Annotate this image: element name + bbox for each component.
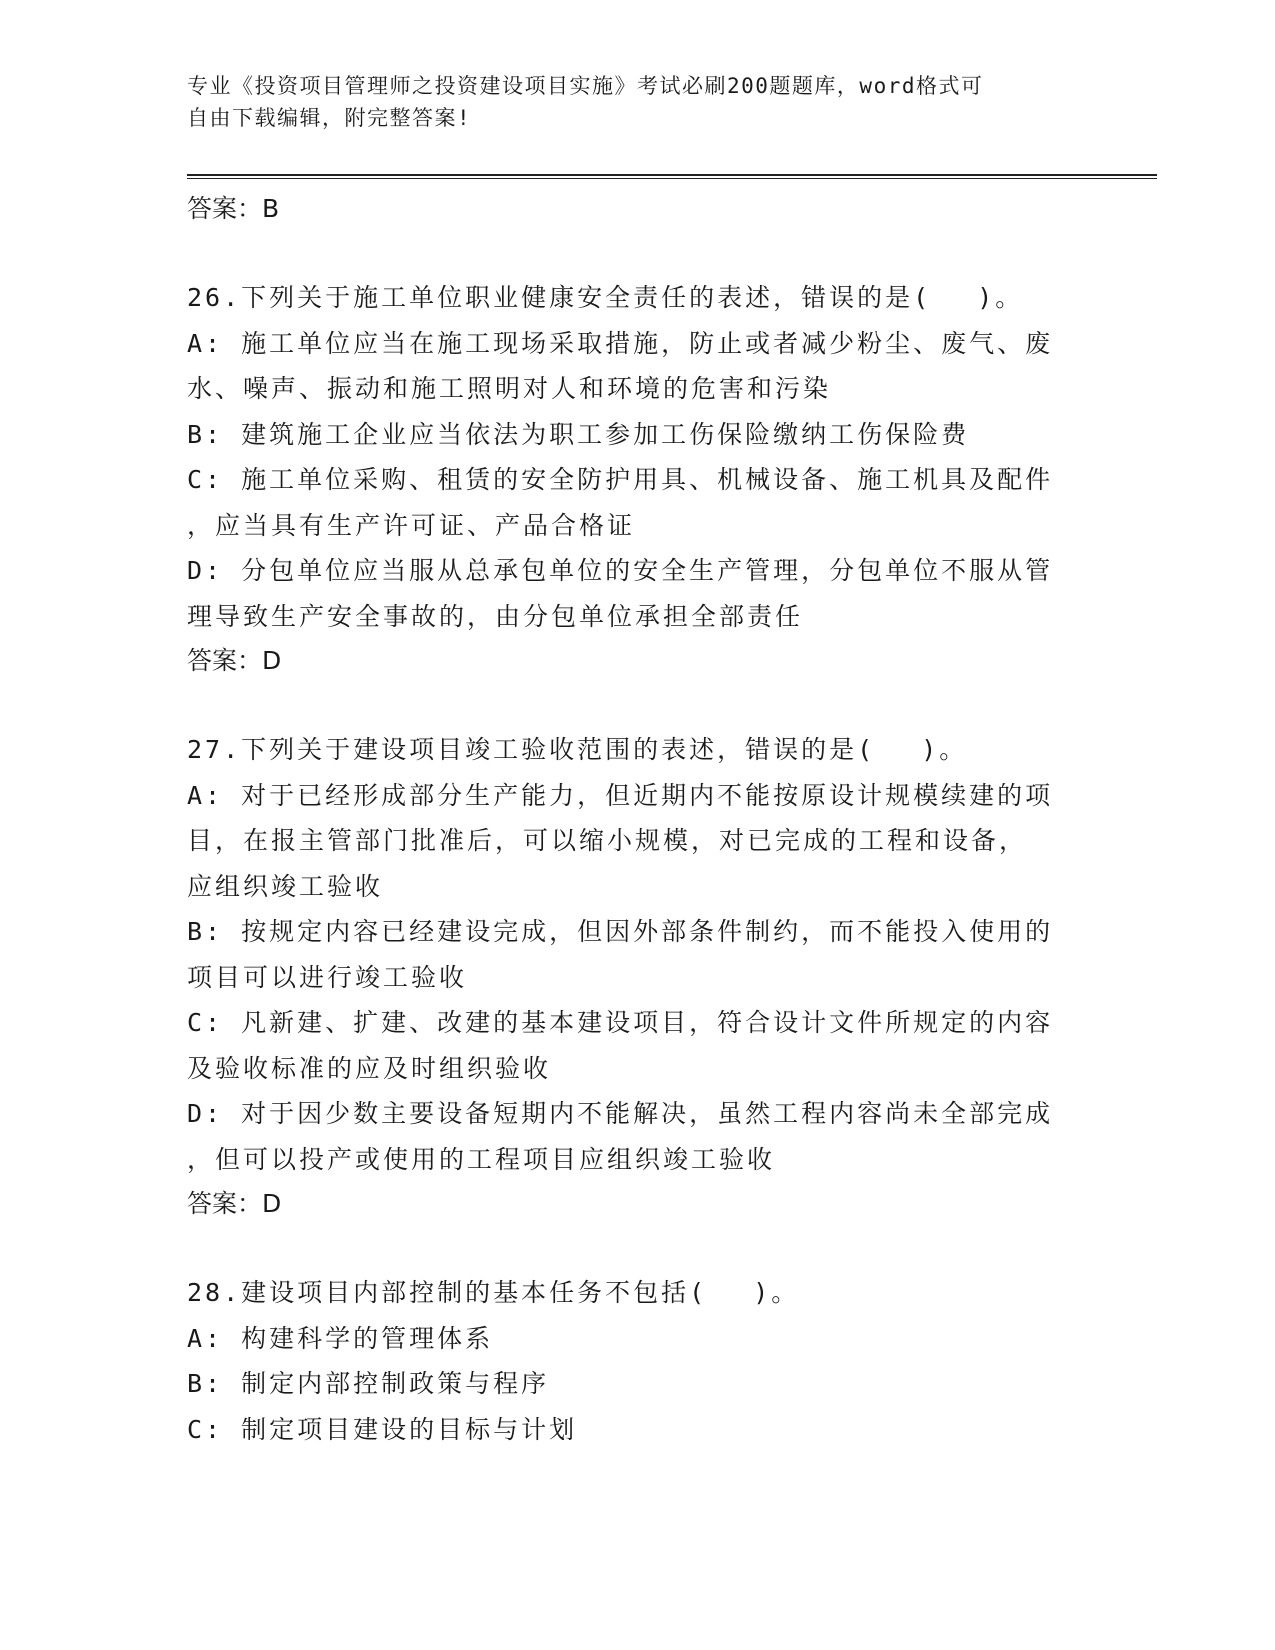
document-page xyxy=(187,70,1157,1452)
question-28 xyxy=(187,1270,1157,1452)
answer-line: 答案：D xyxy=(187,1189,282,1218)
answer-line: 答案：D xyxy=(187,646,282,675)
question-stem: 26.下列关于施工单位职业健康安全责任的表述，错误的是( )。 xyxy=(187,283,1024,312)
question-26 xyxy=(187,275,1157,683)
question-stem: 27.下列关于建设项目竣工验收范围的表述，错误的是( )。 xyxy=(187,735,968,764)
option-d: D: 分包单位应当服从总承包单位的安全生产管理，分包单位不服从管 xyxy=(187,556,1054,585)
header-line: 专业《投资项目管理师之投资建设项目实施》考试必刷200题题库，word格式可 xyxy=(187,74,984,98)
option-a: A: 对于已经形成部分生产能力，但近期内不能按原设计规模续建的项 xyxy=(187,780,1054,810)
option-b-cont: 项目可以进行竣工验收 xyxy=(187,962,468,992)
option-d-cont: 理导致生产安全事故的，由分包单位承担全部责任 xyxy=(187,601,804,631)
option-b: B: 制定内部控制政策与程序 xyxy=(187,1369,550,1398)
question-stem: 28.建设项目内部控制的基本任务不包括( )。 xyxy=(187,1278,800,1307)
option-c: C: 施工单位采购、租赁的安全防护用具、机械设备、施工机具及配件 xyxy=(187,465,1054,494)
option-c: C: 制定项目建设的目标与计划 xyxy=(187,1414,578,1444)
option-a-cont: 应组织竣工验收 xyxy=(187,871,384,901)
option-c-cont: ，应当具有生产许可证、产品合格证 xyxy=(187,510,636,540)
option-d-cont: ，但可以投产或使用的工程项目应组织竣工验收 xyxy=(187,1144,776,1174)
option-b: B: 建筑施工企业应当依法为职工参加工伤保险缴纳工伤保险费 xyxy=(187,419,970,449)
header-divider xyxy=(187,174,1157,176)
question-27 xyxy=(187,727,1157,1226)
header-divider-thin xyxy=(187,178,1157,179)
document-header xyxy=(187,70,1087,134)
option-c-cont: 及验收标准的应及时组织验收 xyxy=(187,1053,552,1083)
option-a: A: 构建科学的管理体系 xyxy=(187,1323,494,1353)
option-d: D: 对于因少数主要设备短期内不能解决，虽然工程内容尚未全部完成 xyxy=(187,1099,1054,1128)
answer-line: 答案：B xyxy=(187,194,280,223)
option-b: B: 按规定内容已经建设完成，但因外部条件制约，而不能投入使用的 xyxy=(187,917,1054,946)
option-a-cont: 目，在报主管部门批准后，可以缩小规模，对已完成的工程和设备， xyxy=(187,826,1028,855)
option-a: A: 施工单位应当在施工现场采取措施，防止或者减少粉尘、废气、废 xyxy=(187,328,1054,358)
option-a-cont: 水、噪声、振动和施工照明对人和环境的危害和污染 xyxy=(187,374,832,403)
option-c: C: 凡新建、扩建、改建的基本建设项目，符合设计文件所规定的内容 xyxy=(187,1008,1054,1037)
header-line: 自由下载编辑，附完整答案! xyxy=(187,106,472,130)
